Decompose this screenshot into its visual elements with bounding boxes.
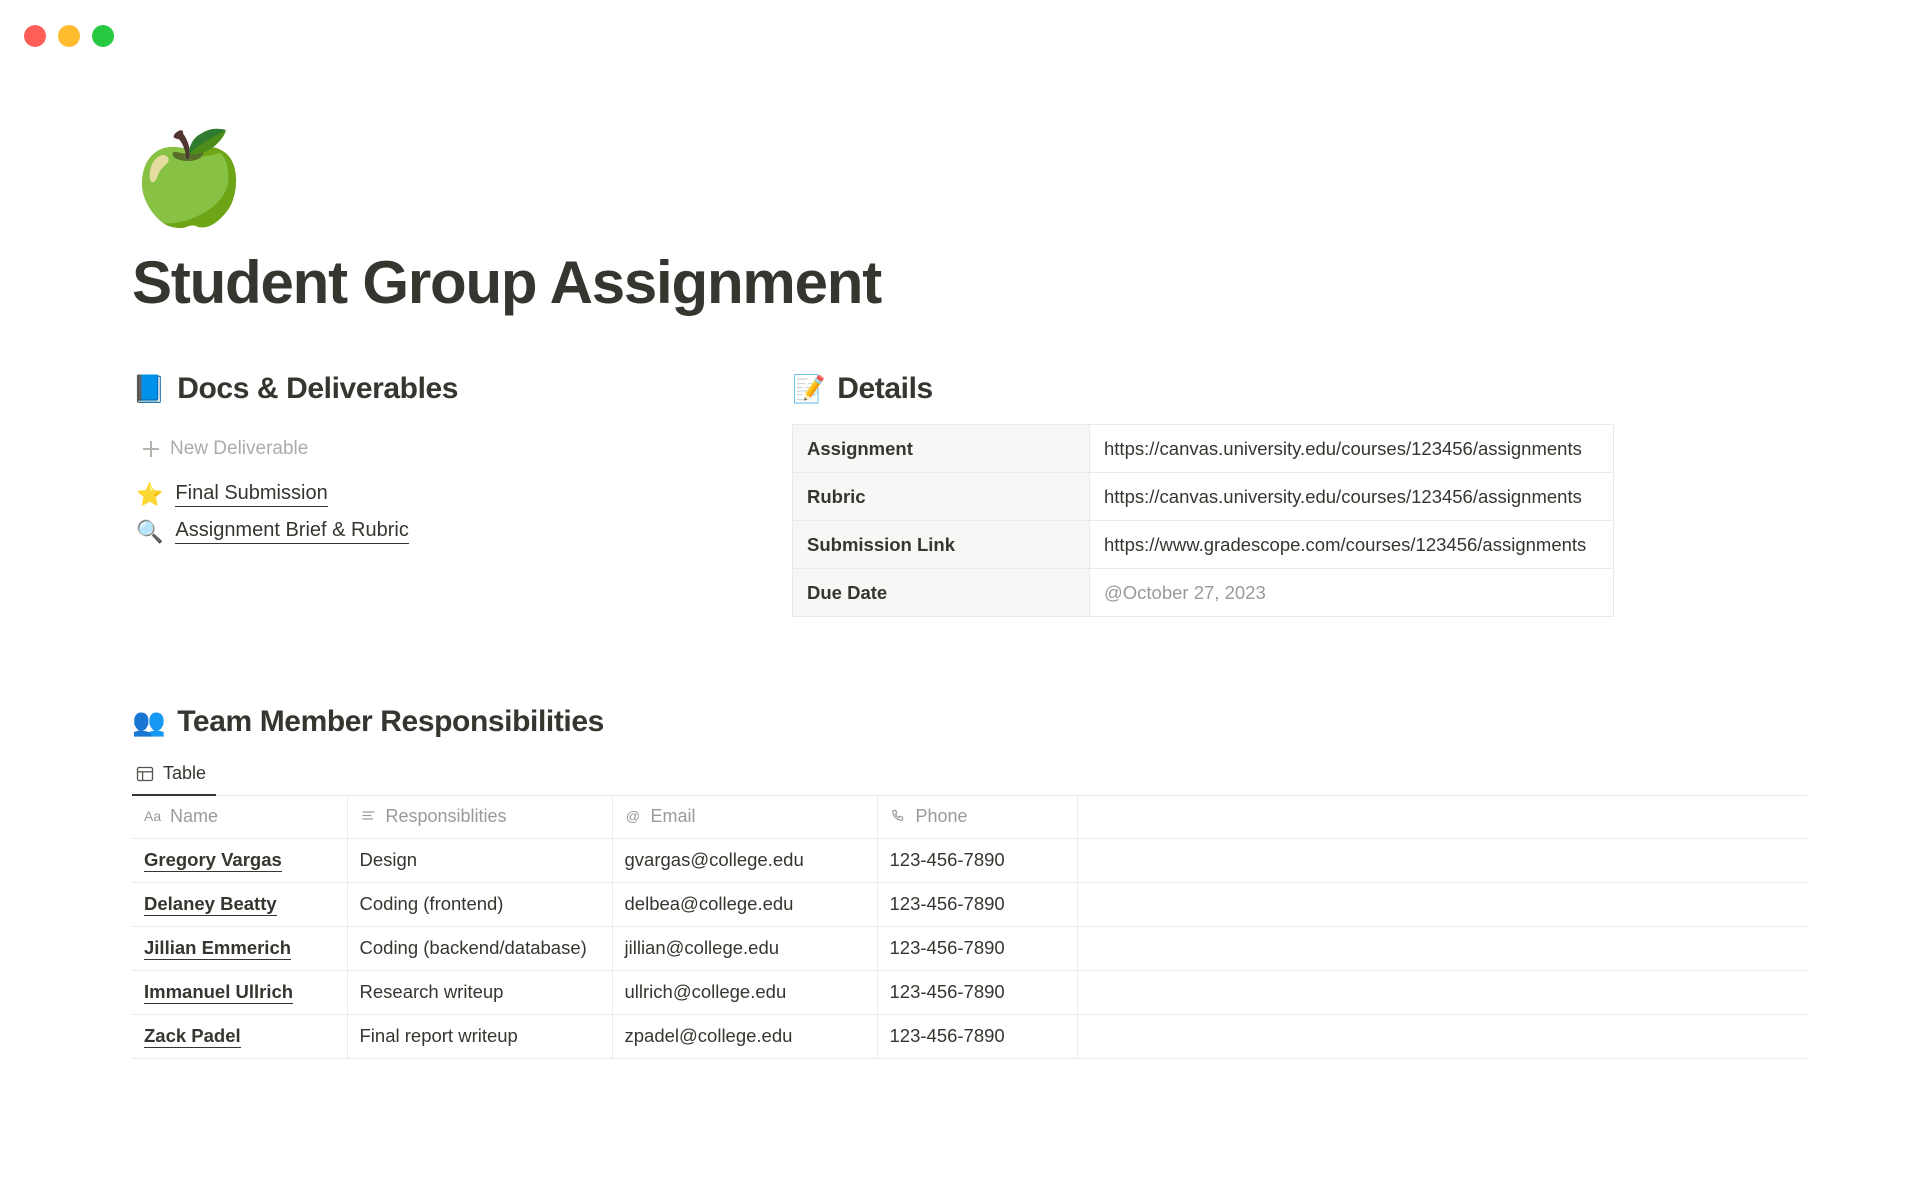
docs-deliverables-heading xyxy=(132,372,792,406)
tab-table-label: Table xyxy=(163,763,207,783)
cell-email[interactable]: jillian@college.edu xyxy=(612,926,877,970)
details-table xyxy=(792,424,1614,617)
member-name-link[interactable]: Gregory Vargas xyxy=(144,849,282,870)
team-heading-text: Team Member Responsibilities xyxy=(177,705,604,738)
cell-name[interactable] xyxy=(132,970,347,1014)
details-row xyxy=(793,473,1614,521)
tab-table[interactable] xyxy=(132,757,216,796)
cell-name[interactable] xyxy=(132,882,347,926)
blue-book-icon: 📘 xyxy=(132,373,166,404)
table-row xyxy=(132,970,1807,1014)
details-heading xyxy=(792,372,1622,406)
column-header-responsibilities-label: Responsiblities xyxy=(385,806,507,827)
docs-deliverables-section xyxy=(132,372,792,617)
cell-responsibilities[interactable]: Coding (frontend) xyxy=(347,882,612,926)
details-row-value[interactable]: https://canvas.university.edu/courses/123456/assignments xyxy=(1090,473,1614,521)
column-header-phone[interactable] xyxy=(877,796,1077,838)
cell-name[interactable] xyxy=(132,1014,347,1058)
table-icon xyxy=(136,765,154,783)
column-header-responsibilities[interactable] xyxy=(347,796,612,838)
cell-responsibilities[interactable]: Final report writeup xyxy=(347,1014,612,1058)
details-row-value[interactable]: https://www.gradescope.com/courses/123456/assignments xyxy=(1090,521,1614,569)
team-members-table xyxy=(132,796,1807,1059)
column-header-phone-label: Phone xyxy=(915,806,968,827)
table-row xyxy=(132,838,1807,882)
new-deliverable-label: New Deliverable xyxy=(170,438,309,459)
cell-email[interactable]: zpadel@college.edu xyxy=(612,1014,877,1058)
plus-icon xyxy=(142,440,160,458)
cell-name[interactable] xyxy=(132,838,347,882)
cell-email[interactable]: delbea@college.edu xyxy=(612,882,877,926)
column-header-name[interactable] xyxy=(132,796,347,838)
details-row xyxy=(793,569,1614,617)
member-name-link[interactable]: Jillian Emmerich xyxy=(144,937,292,958)
phone-icon xyxy=(890,808,907,825)
cell-responsibilities[interactable]: Research writeup xyxy=(347,970,612,1014)
magnifier-icon: 🔍 xyxy=(136,518,164,544)
page-icon-emoji[interactable]: 🍏 xyxy=(132,127,247,229)
table-row xyxy=(132,926,1807,970)
traffic-lights xyxy=(24,25,114,47)
team-heading xyxy=(132,705,1792,739)
deliverable-link-label[interactable]: Final Submission xyxy=(175,482,327,507)
details-row xyxy=(793,521,1614,569)
people-icon: 👥 xyxy=(132,706,166,737)
details-row-key: Submission Link xyxy=(793,521,1090,569)
details-row-value[interactable]: https://canvas.university.edu/courses/123456/assignments xyxy=(1090,425,1614,473)
cell-phone[interactable]: 123-456-7890 xyxy=(877,838,1077,882)
cell-empty xyxy=(1077,1014,1807,1058)
table-row xyxy=(132,882,1807,926)
table-header-row xyxy=(132,796,1807,838)
details-section xyxy=(792,372,1622,617)
member-name-link[interactable]: Immanuel Ullrich xyxy=(144,981,294,1002)
cell-empty xyxy=(1077,970,1807,1014)
team-responsibilities-section xyxy=(132,705,1792,1059)
member-name-link[interactable]: Zack Padel xyxy=(144,1025,241,1046)
cell-phone[interactable]: 123-456-7890 xyxy=(877,926,1077,970)
star-icon: ⭐ xyxy=(136,481,164,507)
document-page xyxy=(0,72,1920,1200)
cell-name[interactable] xyxy=(132,926,347,970)
cell-phone[interactable]: 123-456-7890 xyxy=(877,1014,1077,1058)
cell-phone[interactable]: 123-456-7890 xyxy=(877,882,1077,926)
window-titlebar xyxy=(0,0,1920,72)
cell-empty xyxy=(1077,926,1807,970)
cell-empty xyxy=(1077,838,1807,882)
new-deliverable-button[interactable] xyxy=(132,430,322,468)
docs-deliverables-heading-text: Docs & Deliverables xyxy=(177,372,459,405)
deliverable-item-assignment-brief[interactable] xyxy=(132,513,792,550)
details-row-key: Assignment xyxy=(793,425,1090,473)
cell-empty xyxy=(1077,882,1807,926)
cell-responsibilities[interactable]: Coding (backend/database) xyxy=(347,926,612,970)
details-heading-text: Details xyxy=(837,372,933,405)
column-header-add-property[interactable] xyxy=(1077,796,1807,838)
column-header-email-label: Email xyxy=(650,806,696,827)
text-lines-icon xyxy=(360,808,377,825)
cell-email[interactable]: gvargas@college.edu xyxy=(612,838,877,882)
deliverable-link-label[interactable]: Assignment Brief & Rubric xyxy=(175,519,408,544)
cell-email[interactable]: ullrich@college.edu xyxy=(612,970,877,1014)
database-view-tabs xyxy=(132,757,1807,796)
maximize-window-button[interactable] xyxy=(92,25,114,47)
details-row-key: Rubric xyxy=(793,473,1090,521)
member-name-link[interactable]: Delaney Beatty xyxy=(144,893,277,914)
cell-responsibilities[interactable]: Design xyxy=(347,838,612,882)
title-property-icon: Aa xyxy=(144,808,162,825)
column-header-email[interactable] xyxy=(612,796,877,838)
details-row xyxy=(793,425,1614,473)
column-header-name-label: Name xyxy=(170,806,219,827)
page-title: Student Group Assignment xyxy=(132,249,881,316)
deliverable-item-final-submission[interactable] xyxy=(132,476,792,513)
details-row-key: Due Date xyxy=(793,569,1090,617)
table-row xyxy=(132,1014,1807,1058)
details-row-value-date[interactable]: @October 27, 2023 xyxy=(1090,569,1614,617)
memo-icon: 📝 xyxy=(792,373,826,404)
minimize-window-button[interactable] xyxy=(58,25,80,47)
cell-phone[interactable]: 123-456-7890 xyxy=(877,970,1077,1014)
at-sign-icon: @ xyxy=(625,808,641,825)
close-window-button[interactable] xyxy=(24,25,46,47)
